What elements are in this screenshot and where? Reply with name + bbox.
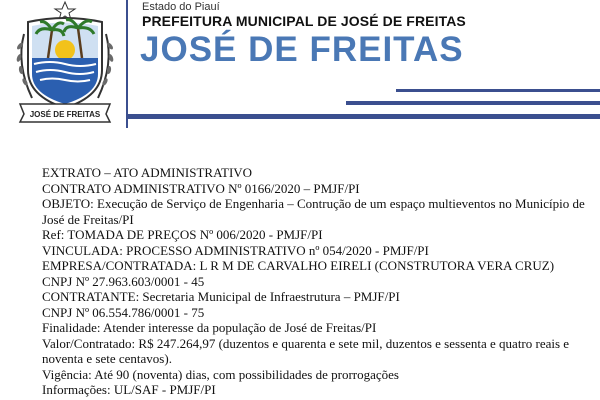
contract-object: OBJETO: Execução de Serviço de Engenharia – Contrução de um espaço multieventos no Município de José de Freitas/PI — [42, 196, 585, 227]
letterhead — [0, 0, 600, 132]
city-name: JOSÉ DE FREITAS — [140, 30, 464, 69]
prefeitura-title: PREFEITURA MUNICIPAL DE JOSÉ DE FREITAS — [142, 13, 466, 29]
contract-number: CONTRATO ADMINISTRATIVO Nº 0166/2020 – PMJF/PI — [42, 180, 360, 196]
contracting-cnpj: CNPJ Nº 06.554.786/0001 - 75 — [42, 304, 205, 320]
reference: Ref: TOMADA DE PREÇOS Nº 006/2020 - PMJF/PI — [42, 227, 323, 242]
validity: Vigência: Até 90 (noventa) dias, com possibilidades de prorrogações — [42, 366, 399, 382]
doc-heading: EXTRATO – ATO ADMINISTRATIVO — [42, 165, 253, 180]
company-cnpj: CNPJ Nº 27.963.603/0001 - 45 — [42, 273, 205, 289]
information: Informações: UL/SAF - PMJF/PI — [42, 382, 216, 397]
crest-banner-text: JOSÉ DE FREITAS — [29, 110, 101, 119]
contract-value: Valor/Contratado: R$ 247.264,97 (duzentos e quarenta e sete mil, duzentos e sessenta e quatro reais e noventa e sete centavos). — [42, 335, 570, 366]
contracting-party: CONTRATANTE: Secretaria Municipal de Infraestrutura – PMJF/PI — [42, 289, 400, 304]
document-body — [42, 165, 592, 398]
contracted-company: EMPRESA/CONTRATADA: L R M DE CARVALHO EIRELI (CONSTRUTORA VERA CRUZ) — [42, 258, 555, 273]
purpose: Finalidade: Atender interesse da população de José de Freitas/PI — [42, 320, 377, 335]
linked-process: VINCULADA: PROCESSO ADMINISTRATIVO nº 054/2020 - PMJF/PI — [42, 242, 429, 258]
state-name: Estado do Piauí — [142, 1, 220, 13]
header-stripes — [0, 0, 600, 132]
